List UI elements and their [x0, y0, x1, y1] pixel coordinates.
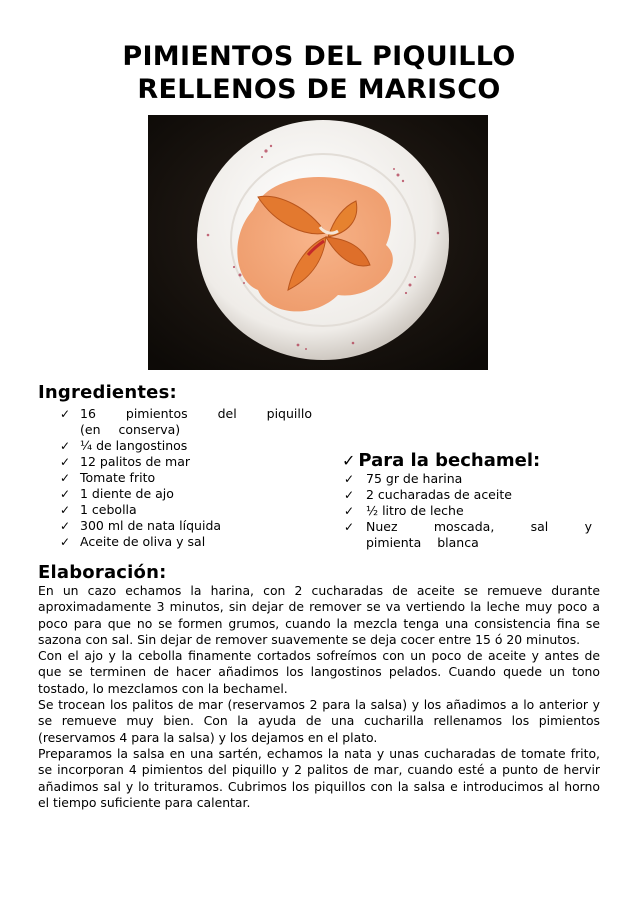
bechamel-item: ✓ Nuez moscada, sal y pimienta blanca	[344, 519, 592, 550]
elaboracion-paragraph: Con el ajo y la cebolla finamente cortados sofreímos con un poco de aceite y antes de que se terminen de hacer añadimos los langostinos pelados. Cuando quede un tono tostado, lo mezclamos con la bechamel.	[38, 648, 600, 696]
dish-photo	[148, 115, 488, 370]
ingredients-heading: Ingredientes:	[38, 382, 177, 403]
check-icon: ✓	[344, 472, 355, 486]
ingredient-item: ✓ ¼ de langostinos	[60, 438, 188, 453]
elaboracion-heading: Elaboración:	[38, 562, 167, 583]
check-icon: ✓	[60, 455, 71, 469]
ingredient-item: ✓ Tomate frito	[60, 470, 156, 485]
ingredients-list	[56, 406, 312, 550]
elaboracion-paragraph: Se trocean los palitos de mar (reservamos 2 para la salsa) y los añadimos a lo anterior y se remueve muy bien. Con la ayuda de una cucharilla rellenamos los pimientos (reservamos 4 para la salsa) y los dejamos en el plato.	[38, 697, 600, 745]
ingredient-item: ✓ 16 pimientos del piquillo (en conserva)	[60, 406, 312, 437]
check-icon: ✓	[60, 503, 71, 517]
ingredient-item: ✓ 12 palitos de mar	[60, 454, 191, 469]
elaboracion-paragraph: En un cazo echamos la harina, con 2 cucharadas de aceite se remueve durante aproximadamente 3 minutos, sin dejar de remover se va vertiendo la leche muy poco a poco para que no se formen grumos, cuando la mezcla tenga una consistencia fina se sazona con sal. Sin dejar de remover suavemente se deja cocer entre 15 ó 20 minutos.	[38, 583, 600, 647]
bechamel-list	[342, 471, 592, 551]
ingredient-item: ✓ 1 diente de ajo	[60, 486, 174, 501]
dish-illustration	[148, 115, 488, 370]
bechamel-item: ✓ 75 gr de harina	[344, 471, 463, 486]
check-icon: ✓	[342, 451, 356, 470]
ingredient-item: ✓ 1 cebolla	[60, 502, 137, 517]
title-line-2: RELLENOS DE MARISCO	[137, 74, 501, 105]
check-icon: ✓	[344, 520, 355, 534]
check-icon: ✓	[60, 471, 71, 485]
recipe-title	[0, 40, 638, 106]
check-icon: ✓	[60, 535, 71, 549]
elaboracion-text	[38, 583, 600, 811]
ingredient-item: ✓ 300 ml de nata líquida	[60, 518, 222, 533]
check-icon: ✓	[60, 439, 71, 453]
check-icon: ✓	[60, 487, 71, 501]
title-line-1: PIMIENTOS DEL PIQUILLO	[122, 41, 516, 72]
ingredient-item: ✓ Aceite de oliva y sal	[60, 534, 206, 549]
bechamel-item: ✓ 2 cucharadas de aceite	[344, 487, 512, 502]
check-icon: ✓	[344, 504, 355, 518]
elaboracion-paragraph: Preparamos la salsa en una sartén, echamos la nata y unas cucharadas de tomate frito, se incorporan 4 pimientos del piquillo y 2 palitos de mar, cuando esté a punto de hervir añadimos sal y lo trituramos. Cubrimos los piquillos con la salsa e introducimos al horno el tiempo suficiente para calentar.	[38, 745, 600, 810]
check-icon: ✓	[60, 407, 71, 421]
bechamel-heading: ✓ Para la bechamel:	[342, 450, 541, 471]
bechamel-item: ✓ ½ litro de leche	[344, 503, 464, 518]
check-icon: ✓	[344, 488, 355, 502]
check-icon: ✓	[60, 519, 71, 533]
